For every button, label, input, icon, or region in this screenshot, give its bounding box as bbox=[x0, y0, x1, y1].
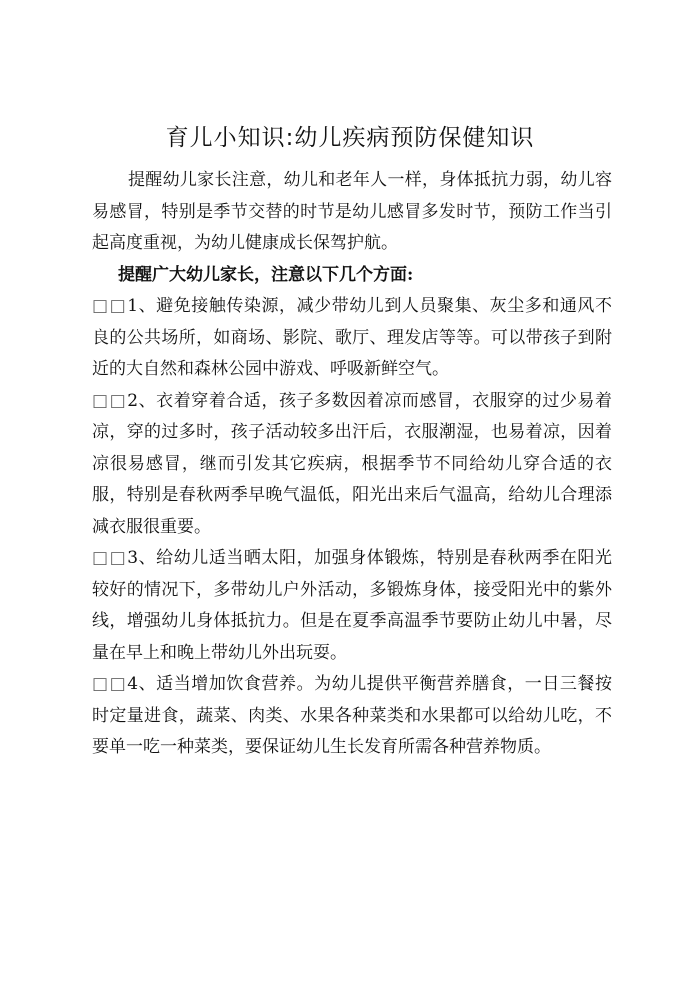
placeholder-box-marker: □□ bbox=[92, 674, 128, 694]
placeholder-box-marker: □□ bbox=[92, 548, 128, 568]
list-item bbox=[92, 291, 612, 386]
lead-paragraph: 提醒广大幼儿家长，注意以下几个方面: bbox=[118, 264, 414, 285]
list-item-text: 1、避免接触传染源，减少带幼儿到人员聚集、灰尘多和通风不良的公共场所，如商场、影院、歌厅、理发店等等。可以带孩子到附近的大自然和森林公园中游戏、呼吸新鲜空气。 bbox=[92, 296, 612, 379]
list-item-text: 4、适当增加饮食营养。为幼儿提供平衡营养膳食，一日三餐按时定量进食，蔬菜、肉类、水果各种菜类和水果都可以给幼儿吃，不要单一吃一种菜类，要保证幼儿生长发育所需各种营养物质。 bbox=[92, 674, 612, 757]
document-body bbox=[92, 165, 612, 764]
intro-paragraph: 提醒幼儿家长注意，幼儿和老年人一样，身体抵抗力弱，幼儿容易感冒，特别是季节交替的时节是幼儿感冒多发时节，预防工作当引起高度重视，为幼儿健康成长保驾护航。 bbox=[92, 170, 612, 253]
list-item bbox=[92, 386, 612, 544]
placeholder-box-marker: □□ bbox=[92, 296, 128, 316]
list-item-text: 2、衣着穿着合适，孩子多数因着凉而感冒，衣服穿的过少易着凉，穿的过多时，孩子活动较多出汗后，衣服潮湿，也易着凉，因着凉很易感冒，继而引发其它疾病，根据季节不同给幼儿穿合适的衣服，特别是春秋两季早晚气温低，阳光出来后气温高，给幼儿合理添减衣服很重要。 bbox=[92, 390, 612, 537]
document-title: 育儿小知识:幼儿疾病预防保健知识 bbox=[165, 125, 535, 151]
list-item bbox=[92, 543, 612, 669]
list-item-text: 3、给幼儿适当晒太阳，加强身体锻炼，特别是春秋两季在阳光较好的情况下，多带幼儿户外活动，多锻炼身体，接受阳光中的紫外线，增强幼儿身体抵抗力。但是在夏季高温季节要防止幼儿中暑，尽量在早上和晚上带幼儿外出玩耍。 bbox=[92, 548, 612, 663]
list-item bbox=[92, 669, 612, 764]
placeholder-box-marker: □□ bbox=[92, 390, 128, 411]
